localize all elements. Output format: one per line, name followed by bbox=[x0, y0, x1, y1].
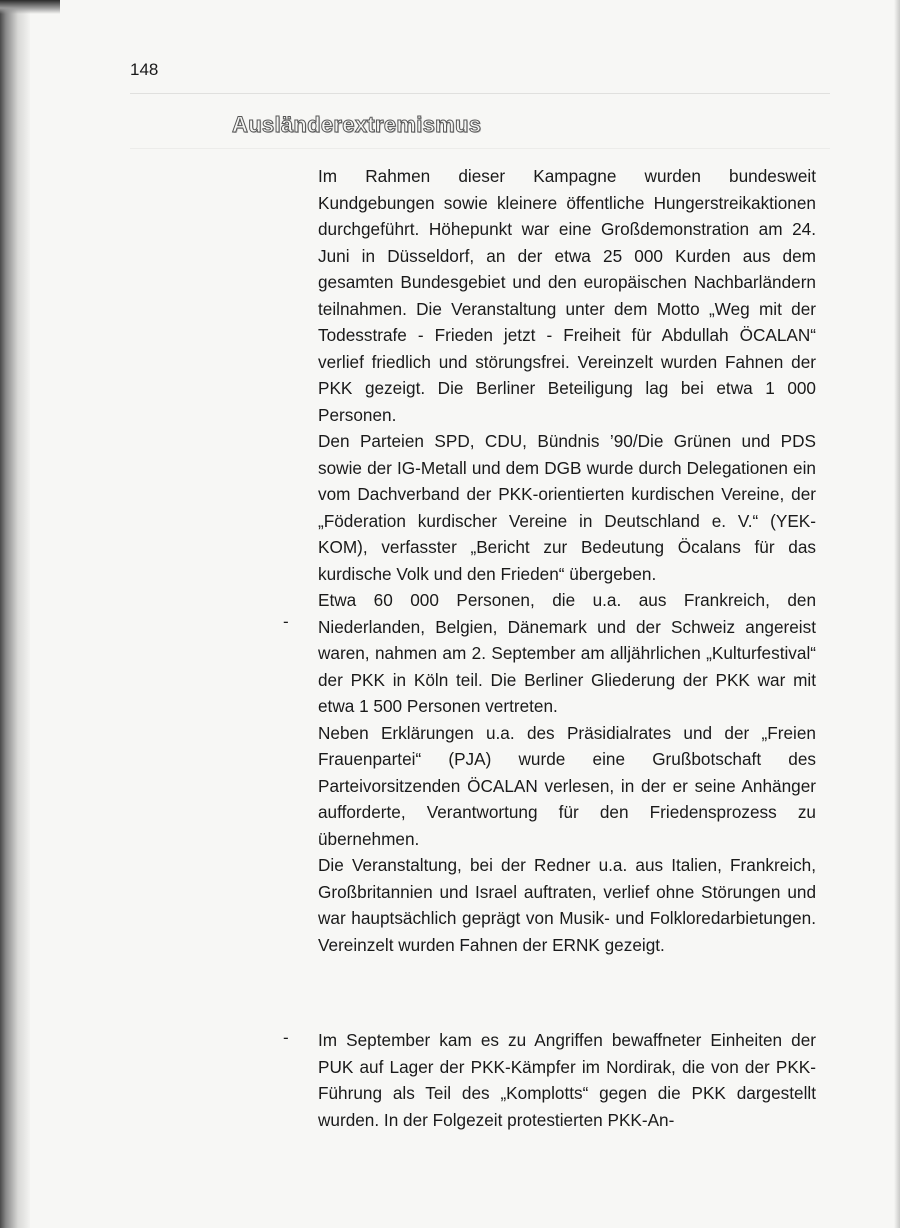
scan-shadow-left bbox=[0, 0, 30, 1228]
scan-shadow-top bbox=[0, 0, 60, 14]
bullet-dash: - bbox=[283, 612, 289, 631]
scan-shadow-right bbox=[894, 0, 900, 1228]
page-number: 148 bbox=[130, 60, 159, 79]
paragraph: Den Parteien SPD, CDU, Bündnis ’90/Die Grünen und PDS sowie der IG-Metall und dem DGB wurde durch Delegationen ein vom Dachverband der PKK-orientierten kurdischen Vereine, der „Föderation kurdischer Vereine in Deutschland e. V.“ (YEK-KOM), verfasster „Bericht zur Bedeutung Öcalans für das kurdische Volk und den Frieden“ übergeben. bbox=[318, 431, 816, 584]
body-text-main bbox=[318, 163, 816, 958]
title-rule bbox=[130, 148, 830, 149]
paragraph: Etwa 60 000 Personen, die u.a. aus Frankreich, den Niederlanden, Belgien, Dänemark und der Schweiz angereist waren, nahmen am 2. September am alljährlichen „Kulturfestival“ der PKK in Köln teil. Die Berliner Gliederung der PKK war mit etwa 1 500 Personen vertreten. bbox=[318, 590, 816, 716]
header-rule bbox=[130, 93, 830, 94]
paragraph: Neben Erklärungen u.a. des Präsidialrates und der „Freien Frauenpartei“ (PJA) wurde eine Grußbotschaft des Parteivorsitzenden ÖCALAN verlesen, in der er seine Anhänger aufforderte, Verantwortung für den Friedensprozess zu übernehmen. bbox=[318, 722, 816, 849]
body-text-continued bbox=[318, 1027, 816, 1133]
paragraph: Die Veranstaltung, bei der Redner u.a. aus Italien, Frankreich, Großbritannien und Israel auftraten, verlief ohne Störungen und war hauptsächlich geprägt von Musik- und Folkloredarbietungen. Vereinzelt wurden Fahnen der ERNK gezeigt. bbox=[318, 855, 816, 955]
paragraph: Im Rahmen dieser Kampagne wurden bundesweit Kundgebungen sowie kleinere öffentliche Hungerstreikaktionen durchgeführt. Höhepunkt war eine Großdemonstration am 24. Juni in Düsseldorf, an der etwa 25 000 Kurden aus dem gesamten Bundesgebiet und den europäischen Nachbarländern teilnahmen. Die Veranstaltung unter dem Motto „Weg mit der Todesstrafe - Frieden jetzt - Freiheit für Abdullah ÖCALAN“ verlief friedlich und störungsfrei. Vereinzelt wurden Fahnen der PKK gezeigt. Die Berliner Beteiligung lag bei etwa 1 000 Personen. bbox=[318, 166, 816, 425]
section-title: Ausländerextremismus bbox=[232, 112, 482, 137]
bullet-dash: - bbox=[283, 1028, 289, 1047]
paragraph: Im September kam es zu Angriffen bewaffneter Einheiten der PUK auf Lager der PKK-Kämpfer im Nordirak, die von der PKK-Führung als Teil des „Komplotts“ gegen die PKK dargestellt wurden. In der Folgezeit protestierten PKK-An- bbox=[318, 1030, 816, 1130]
